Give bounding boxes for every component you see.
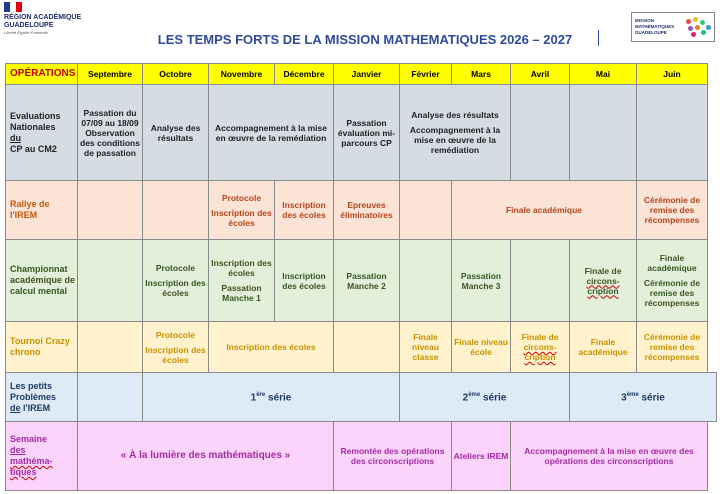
serie-text: série <box>265 392 292 404</box>
label-part: du <box>10 132 21 143</box>
row-tournoi <box>6 322 717 373</box>
french-flag-icon <box>4 2 22 12</box>
colorful-dots-icon <box>684 17 712 39</box>
cell-sep-dec: « À la lumière des mathématiques » <box>78 422 334 491</box>
cell-sep <box>78 322 143 373</box>
month-header: Décembre <box>275 64 334 85</box>
label-part: l'IREM <box>23 402 51 413</box>
month-header: Janvier <box>334 64 400 85</box>
cell-text: Inscription des écoles <box>211 207 272 228</box>
operations-header: OPÉRATIONS <box>6 64 78 85</box>
label-part: Semaine <box>10 434 48 444</box>
cell-jun: Cérémonie de remise des récompenses <box>637 181 708 240</box>
cell-text: Finale de <box>521 332 559 342</box>
label-part: des <box>10 445 26 455</box>
cell-mar: Ateliers IREM <box>452 422 511 491</box>
cell-text: circons-cription <box>586 275 620 296</box>
cell-jan <box>334 322 400 373</box>
cell-text: Inscription des écoles <box>211 258 272 278</box>
region-name: RÉGION ACADÉMIQUE GUADELOUPE <box>4 14 82 29</box>
cell-text: Protocole <box>221 192 262 203</box>
row-label-semaine-maths <box>6 422 78 491</box>
cell-nov-dec: Inscription des écoles <box>209 322 334 373</box>
cell-text: Inscription des écoles <box>145 344 206 365</box>
month-header: Février <box>400 64 452 85</box>
row-label-tournoi: Tournoi Crazy chrono <box>6 322 78 373</box>
row-evaluations <box>6 85 717 181</box>
title-divider <box>598 30 599 46</box>
cell-serie-2 <box>400 373 570 422</box>
cell-jan-feb: Remontée des opérations des circonscriptions <box>334 422 452 491</box>
cell-text: Finale académique <box>647 253 697 273</box>
cell-apr <box>511 240 570 322</box>
row-label-rallye: Rallye de l'IREM <box>6 181 78 240</box>
row-label-championnat: Championnat académique de calcul mental <box>6 240 78 322</box>
cell-jun: Cérémonie de remise des récompenses <box>637 322 708 373</box>
cell-oct: Analyse des résultats <box>143 85 209 181</box>
cell-serie-3 <box>570 373 717 422</box>
cell-apr <box>511 85 570 181</box>
cell-jan: Epreuves éliminatoires <box>334 181 400 240</box>
month-header: Mai <box>570 64 637 85</box>
cell-text: Passation Manche 1 <box>221 283 262 303</box>
cell-dec: Inscription des écoles <box>275 181 334 240</box>
cell-text: Finale de <box>584 265 622 276</box>
page-header <box>0 0 720 60</box>
row-rallye <box>6 181 717 240</box>
cell-feb: Finale niveau classe <box>400 322 452 373</box>
region-logo <box>4 2 94 46</box>
cell-mai: Finale académique <box>570 322 637 373</box>
cell-feb <box>400 240 452 322</box>
cell-sep <box>78 240 143 322</box>
month-header: Novembre <box>209 64 275 85</box>
cell-apr-jun: Accompagnement à la mise en œuvre des opérations des circonscriptions <box>511 422 708 491</box>
row-championnat <box>6 240 717 322</box>
cell-apr <box>511 322 570 373</box>
cell-feb-mar <box>400 85 511 181</box>
label-part: CP au CM2 <box>10 143 57 154</box>
cell-text: Protocole <box>155 329 196 340</box>
month-header: Juin <box>637 64 708 85</box>
row-semaine-maths <box>6 422 717 491</box>
serie-text: série <box>480 392 507 404</box>
mission-logo-text: MISSION MATHÉMATIQUES GUADELOUPE <box>635 18 675 35</box>
label-part: de <box>10 402 21 413</box>
cell-mai <box>570 240 637 322</box>
page-title: LES TEMPS FORTS DE LA MISSION MATHEMATIQUES 2026 – 2027 <box>157 32 573 47</box>
serie-suffix: ème <box>626 392 639 399</box>
cell-text: Analyse des résultats <box>411 110 499 120</box>
month-header-row <box>6 64 717 85</box>
label-part: Evaluations Nationales <box>10 110 61 132</box>
cell-mar-mai: Finale académique <box>452 181 637 240</box>
cell-nov <box>209 240 275 322</box>
serie-number: 2 <box>462 392 469 404</box>
label-part: mathéma-tiques <box>10 456 53 477</box>
cell-mar: Finale niveau école <box>452 322 511 373</box>
serie-suffix: ère <box>256 392 266 399</box>
cell-text: Accompagnement à la mise en œuvre de la remédiation <box>409 125 501 155</box>
cell-nov <box>209 181 275 240</box>
label-part: Les petits Problèmes <box>10 380 57 402</box>
serie-number: 1 <box>250 392 257 404</box>
cell-feb <box>400 181 452 240</box>
cell-jan: Passation évaluation mi-parcours CP <box>334 85 400 181</box>
cell-text: Inscription des écoles <box>145 278 206 298</box>
row-label-petits-problemes <box>6 373 78 422</box>
mission-logo <box>631 12 715 42</box>
cell-jun <box>637 85 708 181</box>
cell-sep: Passation du 07/09 au 18/09 Observation des conditions de passation <box>78 85 143 181</box>
cell-sep <box>78 373 143 422</box>
cell-oct <box>143 240 209 322</box>
region-motto: Liberté Égalité Fraternité <box>4 30 48 35</box>
serie-number: 3 <box>621 392 627 404</box>
cell-oct <box>143 181 209 240</box>
row-petits-problemes <box>6 373 717 422</box>
schedule-table <box>5 63 717 491</box>
month-header: Octobre <box>143 64 209 85</box>
cell-sep <box>78 181 143 240</box>
month-header: Avril <box>511 64 570 85</box>
cell-serie-1 <box>143 373 400 422</box>
serie-suffix: ème <box>468 392 481 399</box>
cell-nov-dec: Accompagnement à la mise en œuvre de la remédiation <box>209 85 334 181</box>
month-header: Mars <box>452 64 511 85</box>
row-label-evaluations <box>6 85 78 181</box>
cell-text: circons-cription <box>523 342 557 362</box>
cell-mai <box>570 85 637 181</box>
cell-text: Protocole <box>155 263 196 273</box>
cell-text: Cérémonie de remise des récompenses <box>643 278 701 308</box>
cell-jun <box>637 240 708 322</box>
serie-text: série <box>638 392 665 404</box>
month-header: Septembre <box>78 64 143 85</box>
cell-oct <box>143 322 209 373</box>
cell-mar: Passation Manche 3 <box>452 240 511 322</box>
cell-jan: Passation Manche 2 <box>334 240 400 322</box>
cell-dec: Inscription des écoles <box>275 240 334 322</box>
